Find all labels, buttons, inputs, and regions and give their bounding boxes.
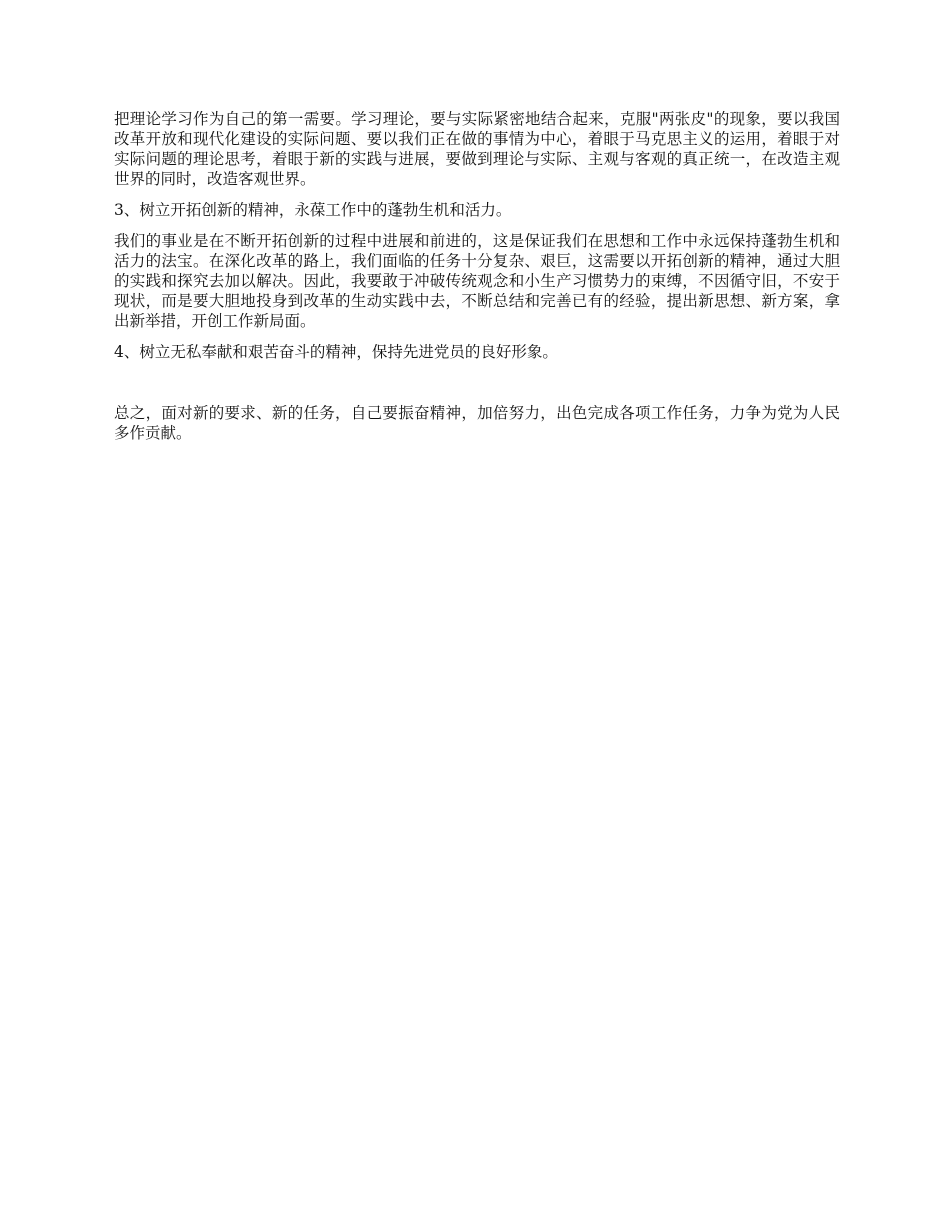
paragraph-theory-study: 把理论学习作为自己的第一需要。学习理论，要与实际紧密地结合起来，克服"两张皮"的现象，要以我国改革开放和现代化建设的实际问题、要以我们正在做的事情为中心，着眼于马克思主义的运用，着眼于对实际问题的理论思考，着眼于新的实践与进展，要做到理论与实际、主观与客观的真正统一，在改造主观世界的同时，改造客观世界。 — [114, 110, 840, 188]
paragraph-conclusion: 总之，面对新的要求、新的任务，自己要振奋精神，加倍努力，出色完成各项工作任务，力争为党为人民多作贡献。 — [114, 404, 840, 442]
heading-innovation: 3、树立开拓创新的精神，永葆工作中的蓬勃生机和活力。 — [114, 201, 512, 219]
document-page — [114, 109, 840, 454]
blank-gap — [114, 373, 840, 403]
heading-dedication: 4、树立无私奉献和艰苦奋斗的精神，保持先进党员的良好形象。 — [114, 343, 558, 361]
paragraph-innovation: 我们的事业是在不断开拓创新的过程中进展和前进的，这是保证我们在思想和工作中永远保持蓬勃生机和活力的法宝。在深化改革的路上，我们面临的任务十分复杂、艰巨，这需要以开拓创新的精神，通过大胆的实践和探究去加以解决。因此，我要敢于冲破传统观念和小生产习惯势力的束缚，不因循守旧，不安于现状，而是要大胆地投身到改革的生动实践中去，不断总结和完善已有的经验，提出新思想、新方案，拿出新举措，开创工作新局面。 — [114, 232, 840, 330]
